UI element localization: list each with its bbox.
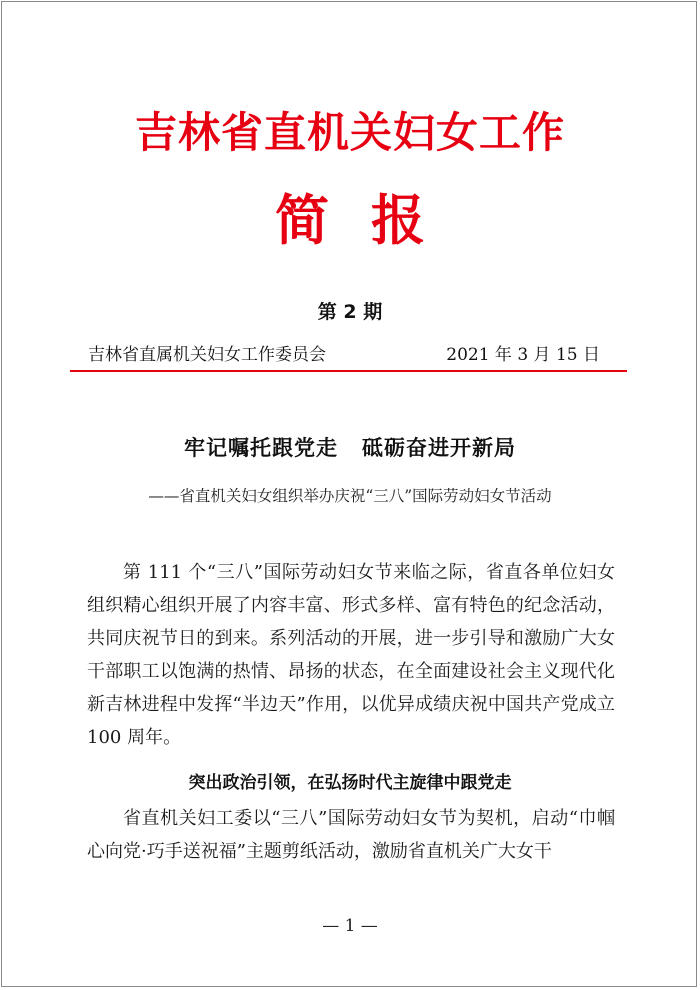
masthead-subtitle: 简报 [275, 188, 467, 252]
publisher-org: 吉林省直属机关妇女工作委员会 [88, 345, 326, 365]
red-divider [70, 370, 627, 372]
article-headline [0, 432, 700, 462]
headline-part-1: 牢记嘱托跟党走 [184, 436, 338, 460]
article-subheadline: ——省直机关妇女组织举办庆祝“三八”国际劳动妇女节活动 [148, 487, 552, 505]
body-paragraph-2: 省直机关妇工委以“三八”国际劳动妇女节为契机，启动“巾帼心向党·巧手送祝福”主题剪纸活动，激励省直机关广大女干 [87, 808, 615, 862]
body-paragraph-1: 第 111 个“三八”国际劳动妇女节来临之际，省直各单位妇女组织精心组织开展了内容丰富、形式多样、富有特色的纪念活动，共同庆祝节日的到来。系列活动的开展，进一步引导和激励广大女干部职工以饱满的热情、昂扬的状态，在全面建设社会主义现代化新吉林进程中发挥“半边天”作用，以优异成绩庆祝中国共产党成立 100 周年。 [87, 562, 615, 748]
section-heading: 突出政治引领，在弘扬时代主旋律中跟党走 [188, 773, 512, 793]
masthead-title: 吉林省直机关妇女工作 [134, 108, 565, 157]
page-number: — 1 — [322, 916, 378, 936]
issue-number: 第 2 期 [317, 301, 383, 323]
publish-date: 2021 年 3 月 15 日 [446, 345, 600, 365]
headline-part-2: 砥砺奋进开新局 [362, 436, 516, 460]
